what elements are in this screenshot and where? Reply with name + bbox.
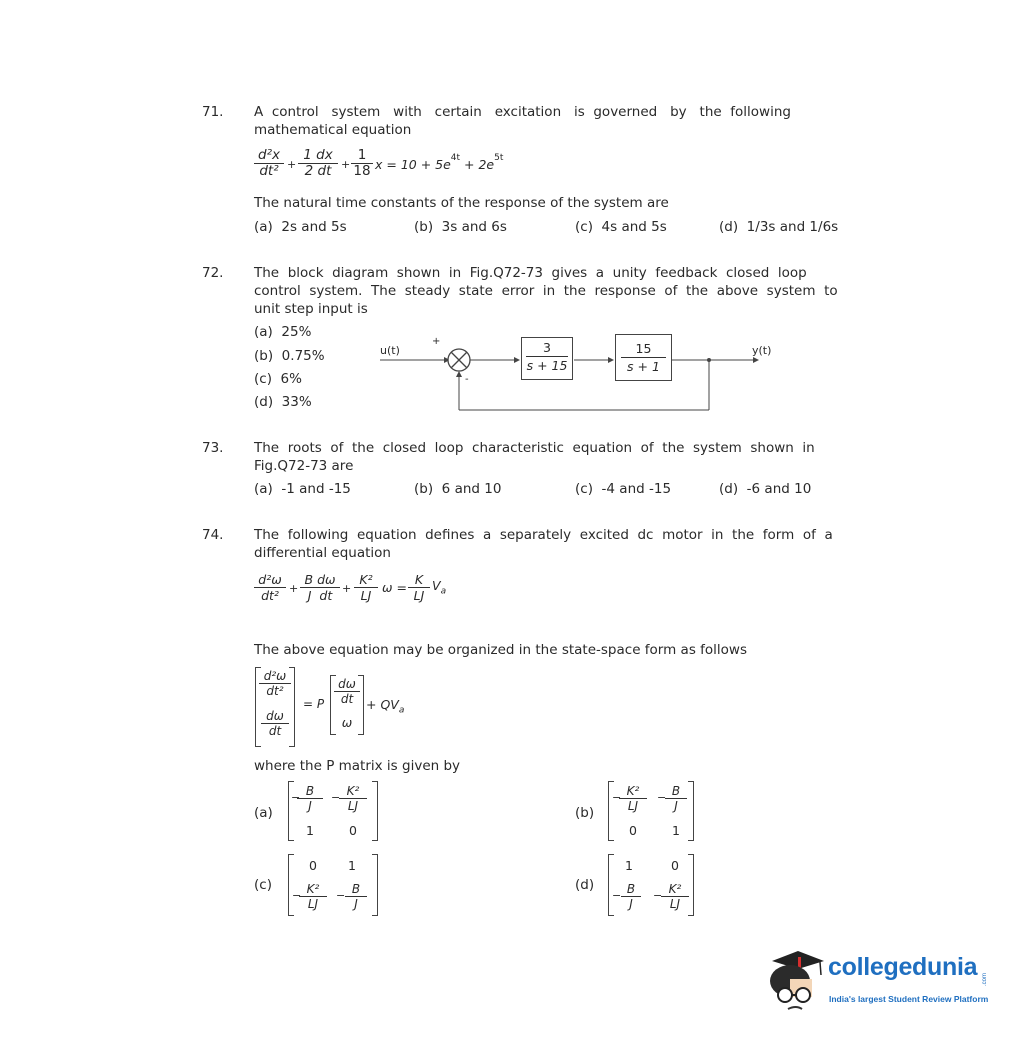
diagram-minus-sign: - <box>465 374 469 385</box>
matrix-d-r2c2-den: LJ <box>669 897 681 911</box>
matrix-b-r2c2: 1 <box>672 823 680 838</box>
q71-eq-plus2: + <box>341 158 351 171</box>
ss-l1-num: d²ω <box>259 669 291 684</box>
ss-qv: + QV <box>366 697 399 712</box>
q71-eq-frac3-den: 18 <box>353 163 371 179</box>
ss-l2-num: dω <box>261 709 289 724</box>
matrix-a-r2c1: 1 <box>306 823 314 838</box>
matrix-c-r2c1-den: LJ <box>307 897 319 911</box>
matrix-c-r1c1: 0 <box>309 858 317 873</box>
matrix-a-r1c2-den: LJ <box>347 799 359 813</box>
q74-eq-frac1-den: dt² <box>261 588 279 603</box>
matrix-d-r1c1: 1 <box>625 858 633 873</box>
q72-number: 72. <box>202 265 224 281</box>
diagram-output-label: y(t) <box>752 344 772 357</box>
matrix-c-r2c1-minus: − <box>292 889 302 902</box>
matrix-c-r2c1-num: K² <box>299 882 327 897</box>
ss-left-vector <box>255 667 295 747</box>
q71-option-d: (d) 1/3s and 1/6s <box>719 219 839 235</box>
matrix-d-r2c1-minus: − <box>612 889 622 902</box>
logo-tagline: India's largest Student Review Platform <box>829 994 989 1004</box>
q74-eq-frac4-den: LJ <box>413 588 425 603</box>
matrix-b-r1c2-minus: − <box>657 791 667 804</box>
q71-eq-frac3-num: 1 <box>351 148 373 164</box>
q71-eq-frac1-den: dt² <box>259 163 279 179</box>
block-g1 <box>521 337 573 380</box>
q71-option-c: (c) 4s and 5s <box>575 219 667 235</box>
q72-option-a: (a) 25% <box>254 324 312 340</box>
q71-eq-exp2: 5t <box>494 153 504 163</box>
block-g2-num: 15 <box>621 341 666 358</box>
collegedunia-logo[interactable] <box>768 945 993 1015</box>
ss-equals-p: = P <box>303 697 325 711</box>
block-g1-num: 3 <box>526 340 568 357</box>
matrix-d-r2c1-den: J <box>629 897 633 911</box>
matrix-c <box>288 854 378 916</box>
q73-option-a: (a) -1 and -15 <box>254 481 351 497</box>
q71-eq-frac2-den: 2 dt <box>304 163 332 179</box>
q71-eq-plus1: + <box>287 158 297 171</box>
matrix-a-r1c1-minus: − <box>291 791 301 804</box>
diagram-input-label: u(t) <box>380 344 400 357</box>
ss-l2-den: dt <box>268 724 282 738</box>
q74-eq-plus1: + <box>289 582 299 595</box>
mascot-icon <box>768 947 828 1011</box>
matrix-d-r2c1-num: B <box>621 882 641 897</box>
q74-eq-plus2: + <box>342 582 352 595</box>
ss-right-vector <box>330 675 364 735</box>
q74-eq-omega: ω = <box>382 580 407 595</box>
q71-eq-rest: x = 10 + 5e <box>375 157 451 173</box>
q71-eq-frac2-num: 1 dx <box>298 148 338 164</box>
matrix-c-r2c2-num: B <box>345 882 367 897</box>
matrix-a-r2c2: 0 <box>349 823 357 838</box>
ss-qv-sub: a <box>398 705 405 716</box>
q74-eq-frac1-num: d²ω <box>254 572 286 588</box>
matrix-a-r1c2-minus: − <box>331 791 341 804</box>
ss-r1-den: dt <box>340 692 354 706</box>
q74-text-line2: differential equation <box>254 545 391 561</box>
q74-eq-va-sub: a <box>440 586 447 597</box>
q74-eq-frac2-den: J dt <box>307 588 333 603</box>
matrix-c-r1c2: 1 <box>348 858 356 873</box>
q74-eq-frac3-num: K² <box>354 572 378 588</box>
q74-eq-frac4-num: K <box>408 572 430 588</box>
q71-option-b: (b) 3s and 6s <box>414 219 507 235</box>
q72-text-line1: The block diagram shown in Fig.Q72-73 gives a unity feedback closed loop <box>254 265 807 281</box>
q71-eq-mid: + 2e <box>460 157 495 173</box>
matrix-d <box>608 854 694 916</box>
q72-option-b: (b) 0.75% <box>254 348 325 364</box>
matrix-a-r1c1-den: J <box>308 799 312 813</box>
q74-text-line4: where the P matrix is given by <box>254 758 461 774</box>
q74-option-d-label: (d) <box>575 877 595 893</box>
q72-option-c: (c) 6% <box>254 371 302 387</box>
q73-option-d: (d) -6 and 10 <box>719 481 812 497</box>
block-g2-den: s + 1 <box>627 359 660 374</box>
q74-eq-va: V <box>432 578 441 593</box>
q74-eq-frac2-num: B dω <box>300 572 340 588</box>
q72-option-d: (d) 33% <box>254 394 312 410</box>
q71-text-line2: mathematical equation <box>254 122 412 138</box>
matrix-a-r1c1-num: B <box>297 784 323 799</box>
q74-option-b-label: (b) <box>575 805 595 821</box>
q71-number: 71. <box>202 104 224 120</box>
matrix-b-r1c1-minus: − <box>612 791 622 804</box>
matrix-d-r2c2-minus: − <box>653 889 663 902</box>
q74-text-line3: The above equation may be organized in the state-space form as follows <box>254 642 748 658</box>
q71-option-a: (a) 2s and 5s <box>254 219 347 235</box>
matrix-c-r2c2-den: J <box>354 897 358 911</box>
matrix-b-r1c1-num: K² <box>619 784 647 799</box>
logo-name: collegedunia <box>828 953 978 981</box>
matrix-a <box>288 781 378 841</box>
q74-eq-frac3-den: LJ <box>360 588 372 603</box>
matrix-b-r1c1-den: LJ <box>627 799 639 813</box>
matrix-c-r2c2-minus: − <box>336 889 346 902</box>
matrix-d-r1c2: 0 <box>671 858 679 873</box>
ss-l1-den: dt² <box>266 684 284 698</box>
q72-text-line2: control system. The steady state error in the response of the above system to <box>254 283 838 299</box>
matrix-a-r1c2-num: K² <box>339 784 367 799</box>
diagram-plus-sign: + <box>432 336 441 347</box>
q71-text-line1: A control system with certain excitation is governed by the following <box>254 104 791 120</box>
ss-r2: ω <box>341 715 353 730</box>
q73-text-line2: Fig.Q72-73 are <box>254 458 354 474</box>
matrix-d-r2c2-num: K² <box>661 882 689 897</box>
q73-option-c: (c) -4 and -15 <box>575 481 672 497</box>
q71-eq-exp1: 4t <box>450 153 461 163</box>
block-g2 <box>615 334 672 381</box>
matrix-b <box>608 781 694 841</box>
matrix-b-r2c1: 0 <box>629 823 637 838</box>
q71-text-line3: The natural time constants of the response of the system are <box>254 195 669 211</box>
q71-eq-frac1-num: d²x <box>254 148 284 164</box>
matrix-b-r1c2-den: J <box>674 799 678 813</box>
q72-text-line3: unit step input is <box>254 301 368 317</box>
q74-number: 74. <box>202 527 224 543</box>
matrix-b-r1c2-num: B <box>665 784 687 799</box>
q73-text-line1: The roots of the closed loop characteristic equation of the system shown in <box>254 440 815 456</box>
block-g1-den: s + 15 <box>526 358 568 373</box>
q74-option-c-label: (c) <box>254 877 272 893</box>
q73-option-b: (b) 6 and 10 <box>414 481 502 497</box>
q74-text-line1: The following equation defines a separately excited dc motor in the form of a <box>254 527 833 543</box>
ss-r1-num: dω <box>334 677 360 692</box>
logo-com: .com <box>982 973 988 987</box>
q74-option-a-label: (a) <box>254 805 273 821</box>
q73-number: 73. <box>202 440 224 456</box>
